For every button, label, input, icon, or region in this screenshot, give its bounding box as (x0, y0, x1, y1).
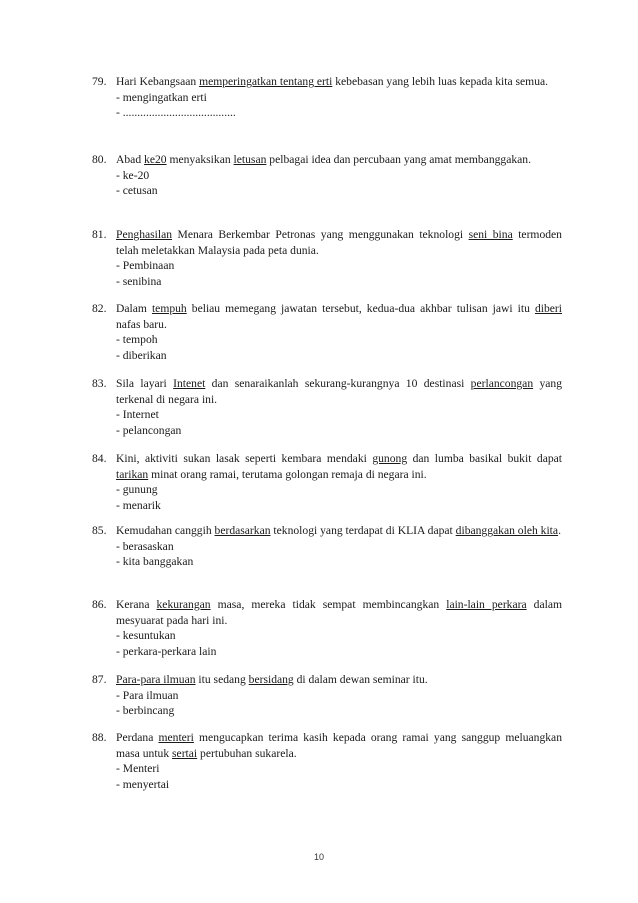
underlined-error: seni bina (468, 228, 513, 241)
underlined-error: letusan (233, 153, 267, 166)
sentence-text: pertubuhan sukarela. (197, 746, 297, 760)
question-item (92, 597, 562, 659)
underlined-error: bersidang (248, 673, 294, 686)
question-number: 82. (92, 302, 107, 315)
question-number: 85. (92, 524, 107, 537)
question-sentence (116, 74, 562, 90)
correction-answer: - Menteri (116, 762, 160, 775)
sentence-text: masa, mereka tidak sempat membincangkan (210, 598, 447, 611)
correction-answer: - senibina (116, 274, 162, 288)
correction-answer: - menyertai (116, 777, 170, 791)
sentence-text: Kemudahan canggih (116, 524, 215, 537)
correction-answer: - kesuntukan (116, 629, 176, 642)
correction-answer: - menarik (116, 498, 161, 512)
question-sentence (116, 301, 562, 332)
underlined-error: tempuh (151, 302, 187, 315)
sentence-text: Menara Berkembar Petronas yang menggunakan teknologi (172, 228, 469, 241)
correction-answer: - diberikan (116, 348, 167, 362)
correction-answer: - ke-20 (116, 168, 150, 182)
correction-answer: - berbincang (116, 704, 175, 717)
sentence-text: termoden telah meletakkan Malaysia pada peta dunia. (116, 228, 562, 257)
question-item (92, 730, 562, 792)
question-number: 79. (92, 75, 107, 88)
question-sentence (116, 597, 562, 628)
underlined-error: diberi (534, 302, 562, 315)
sentence-text: Kerana (116, 598, 157, 611)
question-number: 80. (92, 153, 107, 166)
sentence-text: Sila layari (116, 377, 174, 390)
underlined-error: tarikan (116, 467, 149, 481)
sentence-text: dan senaraikanlah sekurang-kurangnya 10 destinasi (205, 377, 471, 390)
correction-answer: - Internet (116, 408, 159, 421)
sentence-text: Kini, aktiviti sukan lasak seperti kembara mendaki (116, 452, 373, 465)
underlined-error: kekurangan (156, 598, 211, 611)
sentence-text: minat orang ramai, terutama golongan remaja di negara ini. (148, 467, 427, 481)
underlined-error: Intenet (173, 377, 206, 390)
correction-answer: - berasaskan (116, 539, 174, 553)
question-number: 84. (92, 452, 107, 465)
sentence-text: dalam mesyuarat pada hari ini. (116, 598, 562, 627)
question-item (92, 301, 562, 363)
question-sentence (116, 730, 562, 761)
sentence-text: mengucapkan terima kasih kepada orang ramai yang sanggup meluangkan masa untuk (116, 731, 562, 760)
sentence-text: dan lumba basikal bukit dapat (407, 452, 563, 465)
question-number: 83. (92, 377, 107, 390)
sentence-text: pelbagai idea dan percubaan yang amat membanggakan. (266, 153, 531, 166)
underlined-error: dibanggakan oleh kita (455, 524, 559, 537)
sentence-text: nafas baru. (116, 317, 167, 331)
question-item (92, 523, 562, 570)
question-item (92, 376, 562, 438)
sentence-text: di dalam dewan seminar itu. (293, 673, 428, 686)
correction-answer: - cetusan (116, 184, 158, 197)
sentence-text: Hari Kebangsaan (116, 75, 200, 88)
question-sentence (116, 152, 562, 168)
sentence-text: Perdana (116, 731, 159, 744)
question-item (92, 227, 562, 289)
correction-answer: - tempoh (116, 333, 158, 346)
correction-answer: - ....................................... (116, 106, 236, 119)
question-sentence (116, 672, 562, 688)
question-item (92, 74, 562, 121)
sentence-text: Dalam (116, 302, 152, 315)
sentence-text: itu sedang (195, 673, 249, 686)
underlined-error: ke20 (144, 153, 167, 166)
underlined-error: Para-para ilmuan (116, 673, 196, 686)
underlined-error: lain-lain perkara (446, 598, 527, 611)
question-item (92, 672, 562, 719)
correction-answer: - mengingatkan erti (116, 90, 207, 104)
underlined-error: sertai (172, 746, 198, 760)
question-sentence (116, 451, 562, 482)
correction-answer: - Pembinaan (116, 259, 175, 272)
sentence-text: beliau memegang jawatan tersebut, kedua-dua akhbar tulisan jawi itu (186, 302, 535, 315)
underlined-error: perlancongan (470, 377, 534, 390)
underlined-error: berdasarkan (214, 524, 271, 537)
question-number: 88. (92, 731, 107, 744)
question-sentence (116, 523, 562, 539)
question-number: 87. (92, 673, 107, 686)
question-item (92, 152, 562, 199)
sentence-text: kebebasan yang lebih luas kepada kita semua. (332, 75, 549, 88)
question-item (92, 451, 562, 513)
sentence-text: . (558, 524, 561, 537)
correction-answer: - Para ilmuan (116, 688, 179, 702)
question-sentence (116, 376, 562, 407)
correction-answer: - kita banggakan (116, 555, 194, 568)
question-number: 86. (92, 598, 107, 611)
sentence-text: yang terkenal di negara ini. (116, 377, 563, 406)
page-number: 10 (313, 852, 324, 862)
correction-answer: - gunung (116, 483, 158, 496)
correction-answer: - perkara-perkara lain (116, 644, 217, 658)
underlined-error: Penghasilan (116, 228, 173, 241)
underlined-error: gunong (372, 452, 408, 465)
underlined-error: menteri (158, 731, 194, 744)
question-number: 81. (92, 228, 107, 241)
sentence-text: teknologi yang terdapat di KLIA dapat (270, 524, 456, 537)
underlined-error: memperingatkan tentang erti (199, 75, 333, 88)
sentence-text: Abad (116, 153, 145, 166)
correction-answer: - pelancongan (116, 423, 182, 437)
question-sentence (116, 227, 562, 258)
sentence-text: menyaksikan (166, 153, 234, 166)
